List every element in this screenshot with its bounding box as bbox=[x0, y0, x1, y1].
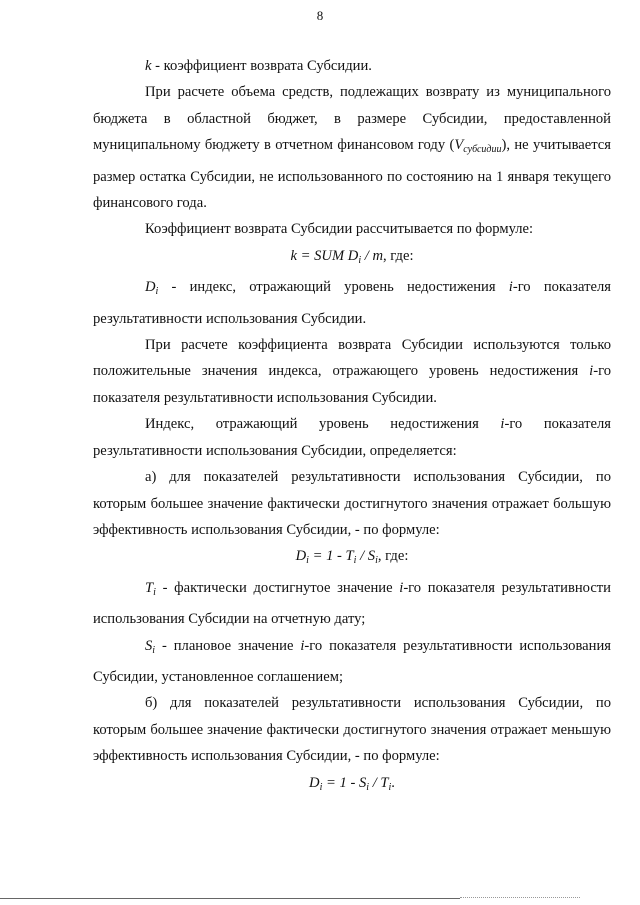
formula-sub: i bbox=[388, 781, 392, 793]
var-s-subscript: i bbox=[152, 644, 156, 656]
text: - коэффициент возврата Субсидии. bbox=[151, 58, 372, 74]
var-i: i bbox=[500, 416, 505, 433]
text: -го показателя результативности использования Субсидии. bbox=[93, 363, 611, 406]
text: Индекс, отражающий уровень недостижения bbox=[145, 416, 501, 433]
var-i: i bbox=[399, 579, 404, 596]
text: - индекс, отражающий уровень недостижения bbox=[158, 279, 509, 296]
paragraph-return-volume bbox=[93, 79, 611, 216]
page-number: 8 bbox=[316, 8, 324, 23]
formula-di-b bbox=[93, 770, 611, 801]
text: При расчете объема средств, подлежащих возврату из муниципального бюджета в областной бюджет, в размере Субсидии, предоставленной муниципальному бюджету в отчетном финансовом году ( bbox=[93, 84, 611, 154]
text: При расчете коэффициента возврата Субсидии используются только положительные значения индекса, отражающего уровень недостижения bbox=[93, 337, 611, 380]
var-i: i bbox=[589, 363, 594, 380]
paragraph-positive-values bbox=[93, 332, 611, 411]
var-t-subscript: i bbox=[153, 586, 156, 598]
var-d: D bbox=[145, 279, 156, 296]
formula-sub: i bbox=[366, 781, 370, 793]
text: - фактически достигнутое значение bbox=[155, 579, 400, 596]
var-v: V bbox=[454, 137, 464, 154]
formula-sub: i bbox=[358, 254, 362, 266]
formula-lhs: k = SUM D bbox=[290, 247, 359, 264]
text: -го показателя результативности использования Субсидии на отчетную дату; bbox=[93, 579, 611, 628]
formula-tail: . bbox=[391, 774, 395, 791]
var-v-subscript: субсидии bbox=[463, 144, 502, 156]
formula-part: D bbox=[295, 548, 307, 565]
footer-divider bbox=[0, 898, 460, 899]
var-k: k bbox=[145, 58, 152, 74]
formula-tail: , где: bbox=[377, 548, 409, 565]
text: -го показателя результативности использования Субсидии, установленное соглашением; bbox=[93, 637, 611, 685]
formula-sub: i bbox=[375, 555, 378, 567]
text: ), не учитывается размер остатка Субсидии, не использованного по состоянию на 1 января текущего финансового года. bbox=[93, 137, 611, 212]
paragraph-si-definition bbox=[93, 633, 611, 691]
formula-sub: i bbox=[306, 555, 309, 567]
text: -го показателя результативности использования Субсидии, определяется: bbox=[93, 416, 611, 459]
paragraph-k-definition bbox=[93, 53, 611, 79]
paragraph-index-determined bbox=[93, 411, 611, 464]
paragraph-case-a: а) для показателей результативности использования Субсидии, по которым большее значение фактически достигнутого значения отражает большую эффективность использования Субсидии, - по формуле: bbox=[93, 469, 611, 538]
formula-part: = 1 - S bbox=[322, 774, 367, 791]
var-i: i bbox=[508, 279, 513, 296]
var-s: S bbox=[145, 637, 153, 654]
formula-di-a bbox=[93, 543, 611, 574]
var-d-subscript: i bbox=[155, 286, 159, 298]
formula-sub: i bbox=[353, 555, 357, 567]
var-t: T bbox=[145, 579, 154, 596]
formula-part: / T bbox=[369, 774, 389, 791]
paragraph-di-definition bbox=[93, 274, 611, 332]
document-body bbox=[93, 53, 611, 801]
paragraph-ti-definition bbox=[93, 575, 611, 633]
formula-sub: i bbox=[319, 781, 323, 793]
formula-tail: , где: bbox=[382, 247, 414, 264]
paragraph-formula-intro: Коэффициент возврата Субсидии рассчитывается по формуле: bbox=[145, 221, 534, 238]
formula-rhs: / m bbox=[361, 247, 383, 264]
paragraph-case-b: б) для показателей результативности использования Субсидии, по которым большее значение фактически достигнутого значения отражает меньшую эффективность использования Субсидии, - по формуле: bbox=[93, 695, 611, 765]
formula-part: = 1 - T bbox=[308, 548, 354, 565]
var-i: i bbox=[300, 637, 305, 654]
text: -го показателя результативности использования Субсидии. bbox=[93, 279, 611, 327]
formula-k bbox=[93, 243, 611, 274]
formula-part: / S bbox=[356, 548, 376, 565]
text: - плановое значение bbox=[155, 637, 301, 654]
formula-part: D bbox=[309, 774, 320, 791]
footer-dotted-divider bbox=[460, 897, 580, 898]
